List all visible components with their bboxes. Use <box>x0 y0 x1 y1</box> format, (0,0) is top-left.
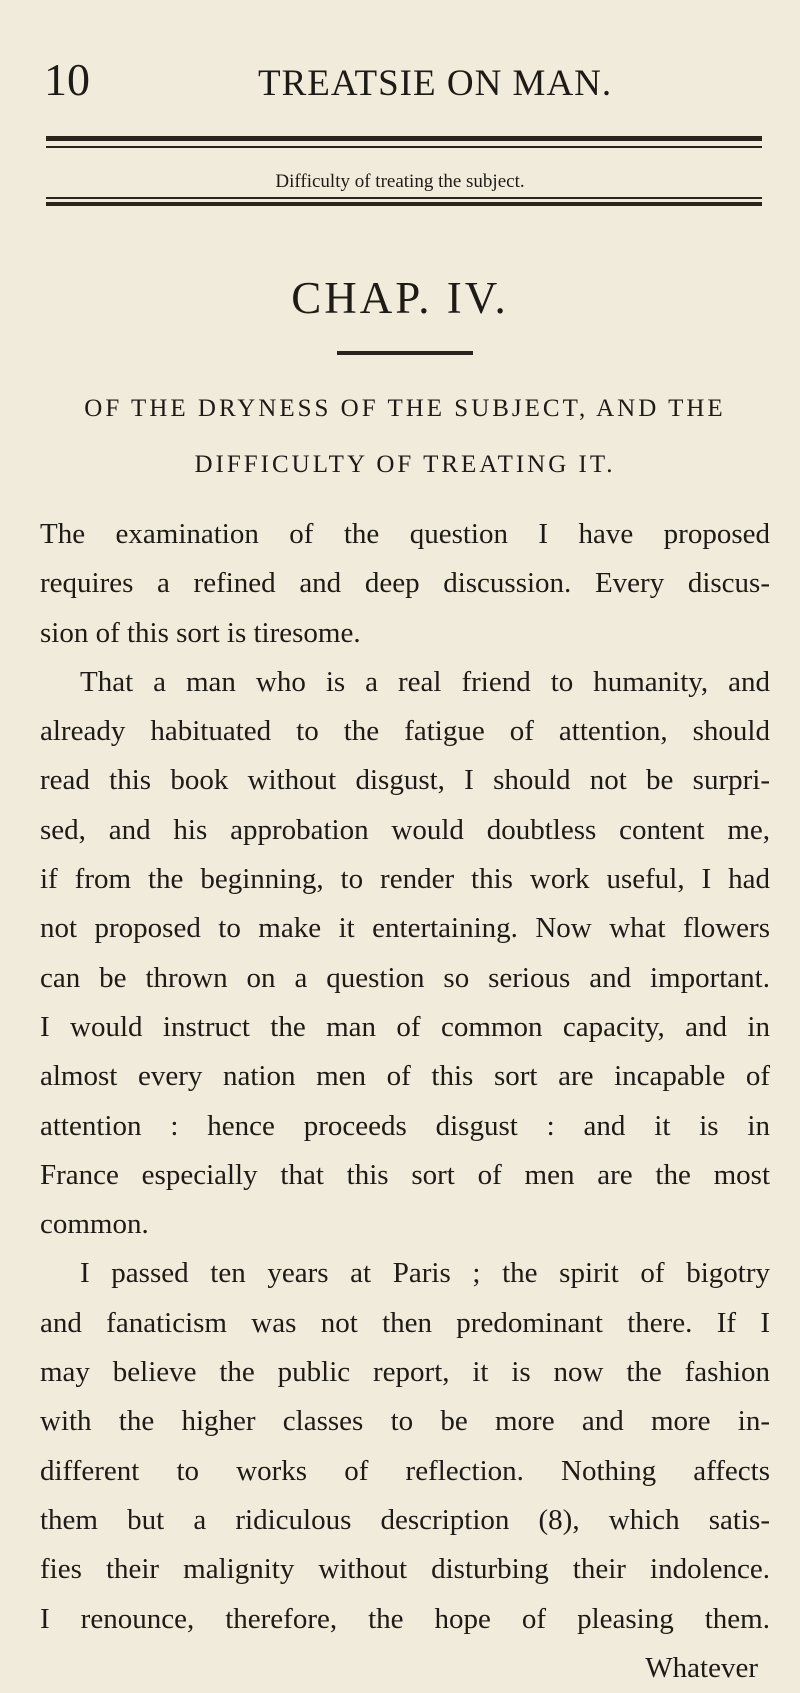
text-line: different to works of reflection. Nothing affects <box>40 1454 770 1487</box>
double-rule-top-thin <box>46 146 762 148</box>
text-line: already habituated to the fatigue of attention, should <box>40 715 770 748</box>
chapter-divider <box>337 351 473 355</box>
text-line: attention : hence proceeds disgust : and it is in <box>40 1109 770 1142</box>
text-line: fies their malignity without disturbing their indolence. <box>40 1553 770 1586</box>
text-line: common. <box>40 1208 149 1241</box>
text-line: The examination of the question I have proposed <box>40 518 770 550</box>
chapter-title-line-1: OF THE DRYNESS OF THE SUBJECT, AND THE <box>84 395 726 422</box>
text-line: can be thrown on a question so serious and important. <box>40 961 770 994</box>
text-line: sion of this sort is tiresome. <box>40 616 361 649</box>
running-head <box>44 52 760 112</box>
text-line: may believe the public report, it is now the fashion <box>40 1356 770 1389</box>
double-rule-bottom <box>46 202 762 206</box>
text-line: I passed ten years at Paris ; the spirit of bigotry <box>80 1257 770 1290</box>
text-line: almost every nation men of this sort are incapable of <box>40 1060 770 1093</box>
text-line: read this book without disgust, I should not be surpri- <box>40 764 770 797</box>
text-line: with the higher classes to be more and more in- <box>40 1405 770 1438</box>
catchword: Whatever <box>645 1651 758 1684</box>
text-line: I would instruct the man of common capacity, and in <box>40 1010 770 1043</box>
text-line: if from the beginning, to render this work useful, I had <box>40 863 770 896</box>
text-line: them but a ridiculous description (8), which satis- <box>40 1503 770 1536</box>
text-line: France especially that this sort of men are the most <box>40 1158 770 1191</box>
double-rule-bottom-thin <box>46 197 762 199</box>
text-line: sed, and his approbation would doubtless content me, <box>40 813 770 846</box>
text-line: That a man who is a real friend to humanity, and <box>80 665 770 698</box>
running-title: TREATSIE ON MAN. <box>258 63 613 104</box>
text-line: not proposed to make it entertaining. Now what flowers <box>40 912 770 945</box>
text-line: requires a refined and deep discussion. Every discus- <box>40 567 770 600</box>
double-rule-top <box>46 136 762 141</box>
page-number: 10 <box>44 54 90 105</box>
body-text <box>40 510 770 1693</box>
chapter-heading: CHAP. IV. <box>291 273 509 323</box>
chapter-title-line-2: DIFFICULTY OF TREATING IT. <box>194 451 616 478</box>
subject-line: Difficulty of treating the subject. <box>275 171 525 192</box>
text-line: and fanaticism was not then predominant there. If I <box>40 1306 770 1339</box>
text-line: I renounce, therefore, the hope of pleasing them. <box>40 1602 770 1635</box>
